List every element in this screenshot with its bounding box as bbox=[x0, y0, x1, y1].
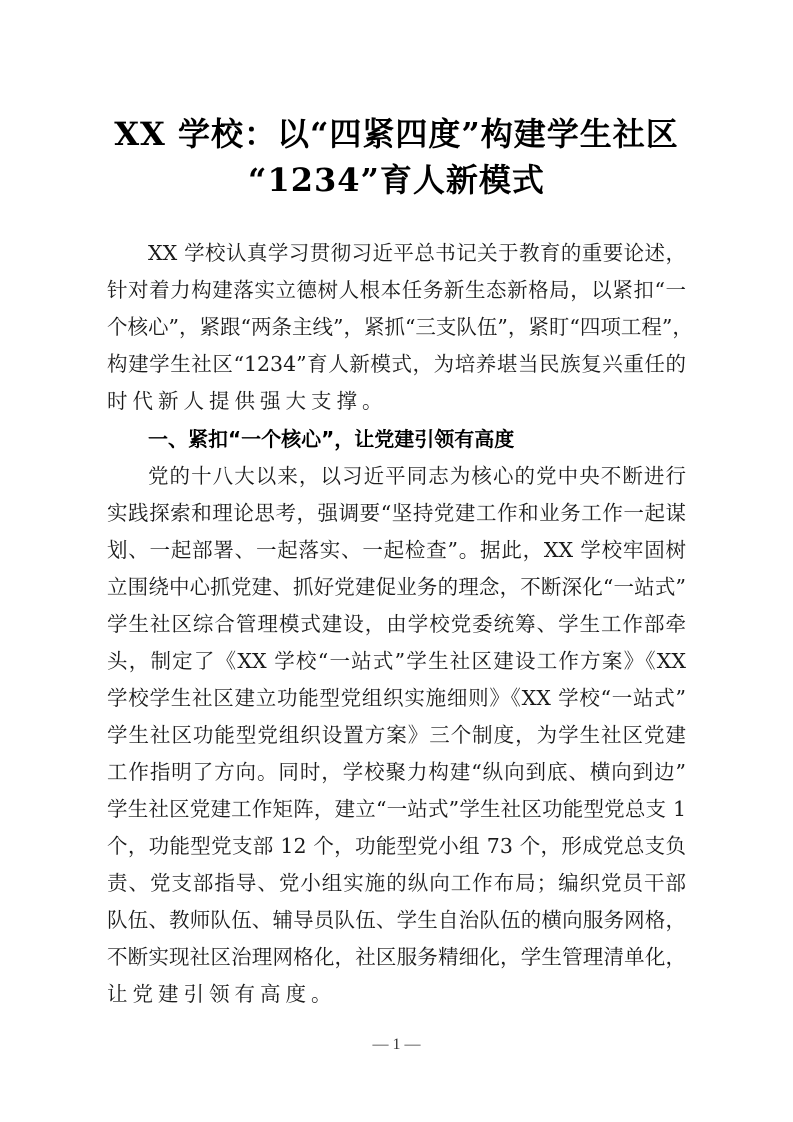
section-heading: 一、紧扣“一个核心”，让党建引领有高度 bbox=[148, 427, 515, 451]
paragraph-line: 立围绕中心抓党建、抓好党建促业务的理念，不断深化“一站式” bbox=[107, 575, 686, 599]
paragraph-line: 划、一起部署、一起落实、一起检查”。据此，XX 学校牢固树 bbox=[107, 538, 686, 562]
paragraph-line: 队伍、教师队伍、辅导员队伍、学生自治队伍的横向服务网格， bbox=[107, 908, 686, 932]
paragraph-line: XX 学校认真学习贯彻习近平总书记关于教育的重要论述， bbox=[148, 241, 686, 265]
paragraph-line: 实践探索和理论思考，强调要“坚持党建工作和业务工作一起谋 bbox=[107, 501, 686, 525]
paragraph-line: 工作指明了方向。同时，学校聚力构建“纵向到底、横向到边” bbox=[107, 760, 686, 784]
paragraph-line: 学生社区综合管理模式建设，由学校党委统筹、学生工作部牵 bbox=[107, 612, 686, 636]
document-title-line-2: “1234”育人新模式 bbox=[248, 161, 545, 199]
paragraph-line: 头，制定了《XX 学校“一站式”学生社区建设工作方案》《XX bbox=[107, 649, 686, 673]
paragraph-line: 学生社区功能型党组织设置方案》三个制度，为学生社区党建 bbox=[107, 723, 686, 747]
paragraph-line: 个核心”，紧跟“两条主线”，紧抓“三支队伍”，紧盯“四项工程”， bbox=[107, 315, 693, 339]
document-title-line-1: XX 学校：以“四紧四度”构建学生社区 bbox=[114, 115, 679, 153]
paragraph-line: 学校学生社区建立功能型党组织实施细则》《XX 学校“一站式” bbox=[107, 686, 686, 710]
paragraph-line: 时代新人提供强大支撑。 bbox=[107, 389, 388, 413]
paragraph-line: 不断实现社区治理网格化，社区服务精细化，学生管理清单化， bbox=[107, 945, 686, 969]
page-number: — 1 — bbox=[372, 1036, 421, 1053]
paragraph-line: 个，功能型党支部 12 个，功能型党小组 73 个，形成党总支负 bbox=[107, 834, 686, 858]
paragraph-line: 构建学生社区“1234”育人新模式，为培养堪当民族复兴重任的 bbox=[107, 352, 686, 376]
paragraph-line: 让党建引领有高度。 bbox=[107, 982, 337, 1006]
paragraph-line: 针对着力构建落实立德树人根本任务新生态新格局，以紧扣“一 bbox=[107, 278, 686, 302]
paragraph-line: 责、党支部指导、党小组实施的纵向工作布局；编织党员干部 bbox=[107, 871, 686, 895]
paragraph-line: 党的十八大以来，以习近平同志为核心的党中央不断进行 bbox=[148, 464, 686, 488]
paragraph-line: 学生社区党建工作矩阵，建立“一站式”学生社区功能型党总支 1 bbox=[107, 797, 686, 821]
